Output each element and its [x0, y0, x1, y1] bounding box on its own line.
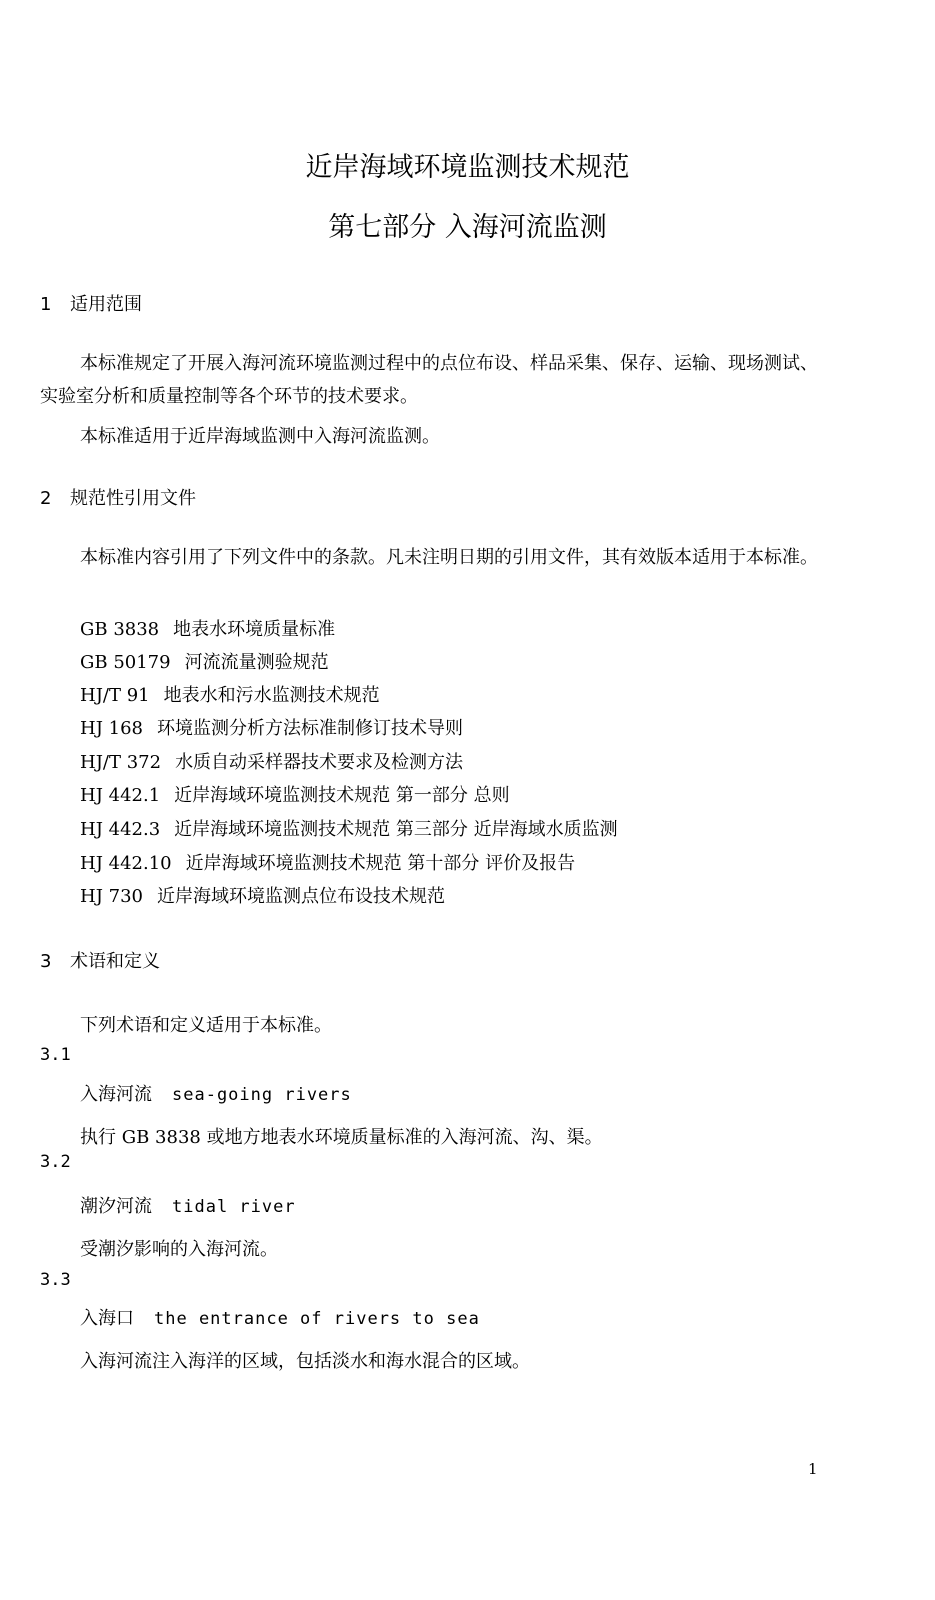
reference-code: HJ 442.10 — [80, 853, 172, 874]
term-number: 3.1 — [40, 1045, 71, 1065]
reference-title: 近岸海域环境监测技术规范 第三部分 近岸海域水质监测 — [174, 819, 618, 840]
term-zh: 入海河流 — [80, 1084, 152, 1105]
reference-title: 近岸海域环境监测技术规范 第十部分 评价及报告 — [185, 853, 576, 874]
term-zh: 入海口 — [80, 1308, 134, 1329]
reference-item — [80, 714, 463, 740]
reference-code: HJ/T 91 — [80, 685, 150, 706]
reference-item — [80, 681, 380, 707]
reference-title: 河流流量测验规范 — [184, 652, 329, 673]
reference-title: 近岸海域环境监测点位布设技术规范 — [157, 886, 445, 907]
term-number: 3.3 — [40, 1270, 71, 1290]
section-number: 3 — [40, 951, 52, 972]
term-zh: 潮汐河流 — [80, 1196, 152, 1217]
reference-item — [80, 882, 445, 908]
paragraph: 本标准规定了开展入海河流环境监测过程中的点位布设、样品采集、保存、运输、现场测试、实验室分析和质量控制等各个环节的技术要求。 — [40, 353, 818, 407]
reference-item — [80, 615, 335, 641]
section-number: 2 — [40, 488, 52, 509]
paragraph: 本标准内容引用了下列文件中的条款。凡未注明日期的引用文件，其有效版本适用于本标准。 — [80, 547, 818, 568]
section-heading-1 — [40, 290, 142, 316]
page-number: 1 — [808, 1460, 818, 1478]
paragraph: 本标准适用于近岸海域监测中入海河流监测。 — [80, 426, 440, 447]
reference-title: 水质自动采样器技术要求及检测方法 — [175, 752, 464, 773]
reference-item — [80, 849, 575, 875]
paragraph: 下列术语和定义适用于本标准。 — [80, 1015, 332, 1036]
term-number: 3.2 — [40, 1152, 71, 1172]
section-heading-2 — [40, 484, 196, 510]
term-en: the entrance of rivers to sea — [154, 1309, 480, 1329]
section-number: 1 — [40, 294, 52, 315]
reference-code: HJ 168 — [80, 718, 143, 739]
term-definition: 执行 GB 3838 或地方地表水环境质量标准的入海河流、沟、渠。 — [80, 1127, 603, 1148]
reference-item — [80, 815, 618, 841]
reference-item — [80, 781, 510, 807]
reference-code: GB 3838 — [80, 619, 160, 640]
reference-item — [80, 748, 463, 774]
term-entry — [80, 1080, 352, 1106]
reference-title: 地表水和污水监测技术规范 — [163, 685, 380, 706]
reference-title: 环境监测分析方法标准制修订技术导则 — [157, 718, 463, 739]
section-heading-3 — [40, 947, 160, 973]
reference-code: GB 50179 — [80, 652, 171, 673]
reference-code: HJ 442.3 — [80, 819, 161, 840]
term-en: tidal river — [172, 1197, 296, 1217]
section-title: 适用范围 — [70, 294, 142, 315]
reference-code: HJ/T 372 — [80, 752, 162, 773]
reference-code: HJ 442.1 — [80, 785, 161, 806]
section-title: 术语和定义 — [70, 951, 160, 972]
term-entry — [80, 1192, 296, 1218]
reference-title: 近岸海域环境监测技术规范 第一部分 总则 — [174, 785, 510, 806]
term-en: sea-going rivers — [172, 1085, 352, 1105]
reference-title: 地表水环境质量标准 — [173, 619, 336, 640]
term-entry — [80, 1304, 480, 1330]
document-subtitle: 第七部分 入海河流监测 — [328, 212, 607, 243]
reference-code: HJ 730 — [80, 886, 143, 907]
document-title: 近岸海域环境监测技术规范 — [305, 152, 630, 183]
term-definition: 入海河流注入海洋的区域，包括淡水和海水混合的区域。 — [80, 1351, 530, 1372]
reference-item — [80, 648, 329, 674]
term-definition: 受潮汐影响的入海河流。 — [80, 1239, 278, 1260]
section-title: 规范性引用文件 — [70, 488, 196, 509]
